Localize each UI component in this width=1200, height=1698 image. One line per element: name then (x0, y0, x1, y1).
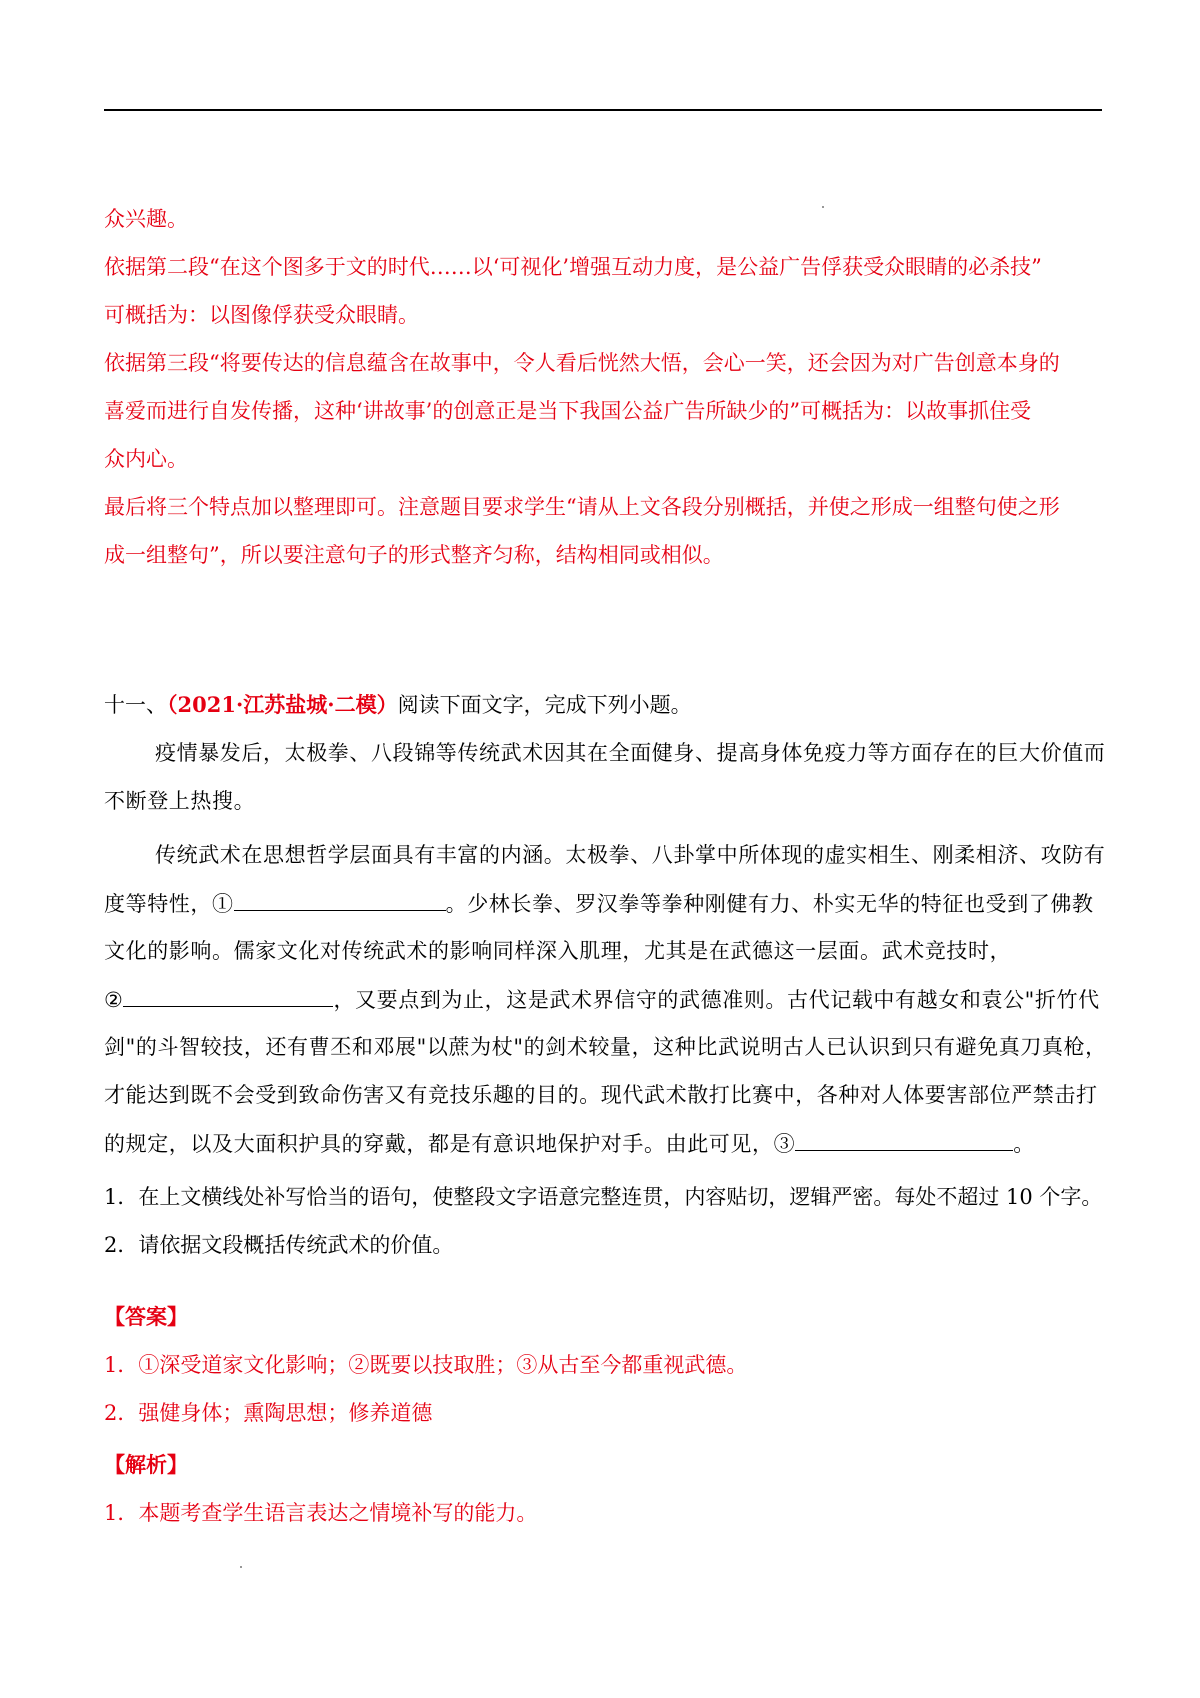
question-source: （2021·江苏盐城·二模） (167, 692, 398, 717)
explanation-line: 众内心。 (104, 447, 188, 471)
question-number: 十一、 (104, 693, 167, 717)
question-heading (104, 690, 692, 720)
passage-line: 剑"的斗智较技，还有曹丕和邓展"以蔗为杖"的剑术较量，这种比武说明古人已认识到只有避免真刀真枪， (104, 1035, 1107, 1059)
question-instruction: 阅读下面文字，完成下列小题。 (397, 693, 692, 717)
explanation-line: 众兴趣。 (104, 207, 188, 231)
passage-line: 不断登上热搜。 (104, 789, 256, 813)
passage-line: 才能达到既不会受到致命伤害又有竞技乐趣的目的。现代武术散打比赛中，各种对人体要害部位严禁击打 (104, 1083, 1098, 1107)
sub-question: 1．在上文横线处补写恰当的语句，使整段文字语意完整连贯，内容贴切，逻辑严密。每处不超过 10 个字。 (104, 1185, 1103, 1209)
passage-line: 文化的影响。儒家文化对传统武术的影响同样深入肌理，尤其是在武德这一层面。武术竞技时， (104, 939, 1012, 963)
passage-text: ，又要点到为止，这是武术界信守的武德准则。古代记载中有越女和袁公"折竹代 (333, 988, 1100, 1012)
passage-line (104, 984, 1100, 1015)
explanation-line: 依据第三段“将要传达的信息蕴含在故事中，令人看后恍然大悟，会心一笑，还会因为对广告创意本身的 (104, 351, 1060, 375)
analysis-line: 1．本题考查学生语言表达之情境补写的能力。 (104, 1501, 538, 1525)
passage-text: 的规定，以及大面积护具的穿戴，都是有意识地保护对手。由此可见，③ (104, 1132, 796, 1156)
sub-question: 2．请依据文段概括传统武术的价值。 (104, 1233, 454, 1257)
explanation-line: 最后将三个特点加以整理即可。注意题目要求学生“请从上文各段分别概括，并使之形成一组整句使之形 (104, 495, 1060, 519)
passage-line: 传统武术在思想哲学层面具有丰富的内涵。太极拳、八卦掌中所体现的虚实相生、刚柔相济、攻防有 (155, 843, 1106, 867)
explanation-line: 成一组整句”，所以要注意句子的形式整齐匀称，结构相同或相似。 (104, 543, 724, 567)
blank-1 (234, 888, 446, 911)
passage-text: ② (104, 988, 124, 1012)
passage-line: 疫情暴发后，太极拳、八段锦等传统武术因其在全面健身、提高身体免疫力等方面存在的巨大价值而 (155, 741, 1106, 765)
passage-line (104, 888, 1094, 919)
scan-speck (822, 206, 824, 208)
passage-text: 。 (1013, 1132, 1035, 1156)
analysis-heading: 【解析】 (104, 1452, 188, 1477)
scan-speck (240, 1566, 242, 1568)
answer-line: 2．强健身体；熏陶思想；修养道德 (104, 1401, 433, 1425)
explanation-line: 可概括为：以图像俘获受众眼睛。 (104, 303, 419, 327)
passage-text: 度等特性，① (104, 892, 234, 916)
answer-heading: 【答案】 (104, 1304, 188, 1329)
blank-3 (795, 1128, 1013, 1151)
blank-2 (123, 984, 333, 1007)
explanation-line: 依据第二段“在这个图多于文的时代……以‘可视化’增强互动力度，是公益广告俘获受众眼睛的必杀技” (104, 255, 1042, 279)
answer-line: 1．①深受道家文化影响；②既要以技取胜；③从古至今都重视武德。 (104, 1353, 748, 1377)
passage-text: 。少林长拳、罗汉拳等拳种刚健有力、朴实无华的特征也受到了佛教 (445, 892, 1094, 916)
explanation-line: 喜爱而进行自发传播，这种‘讲故事’的创意正是当下我国公益广告所缺少的”可概括为：以故事抓住受 (104, 399, 1032, 423)
passage-line (104, 1128, 1035, 1159)
header-rule (104, 109, 1102, 111)
